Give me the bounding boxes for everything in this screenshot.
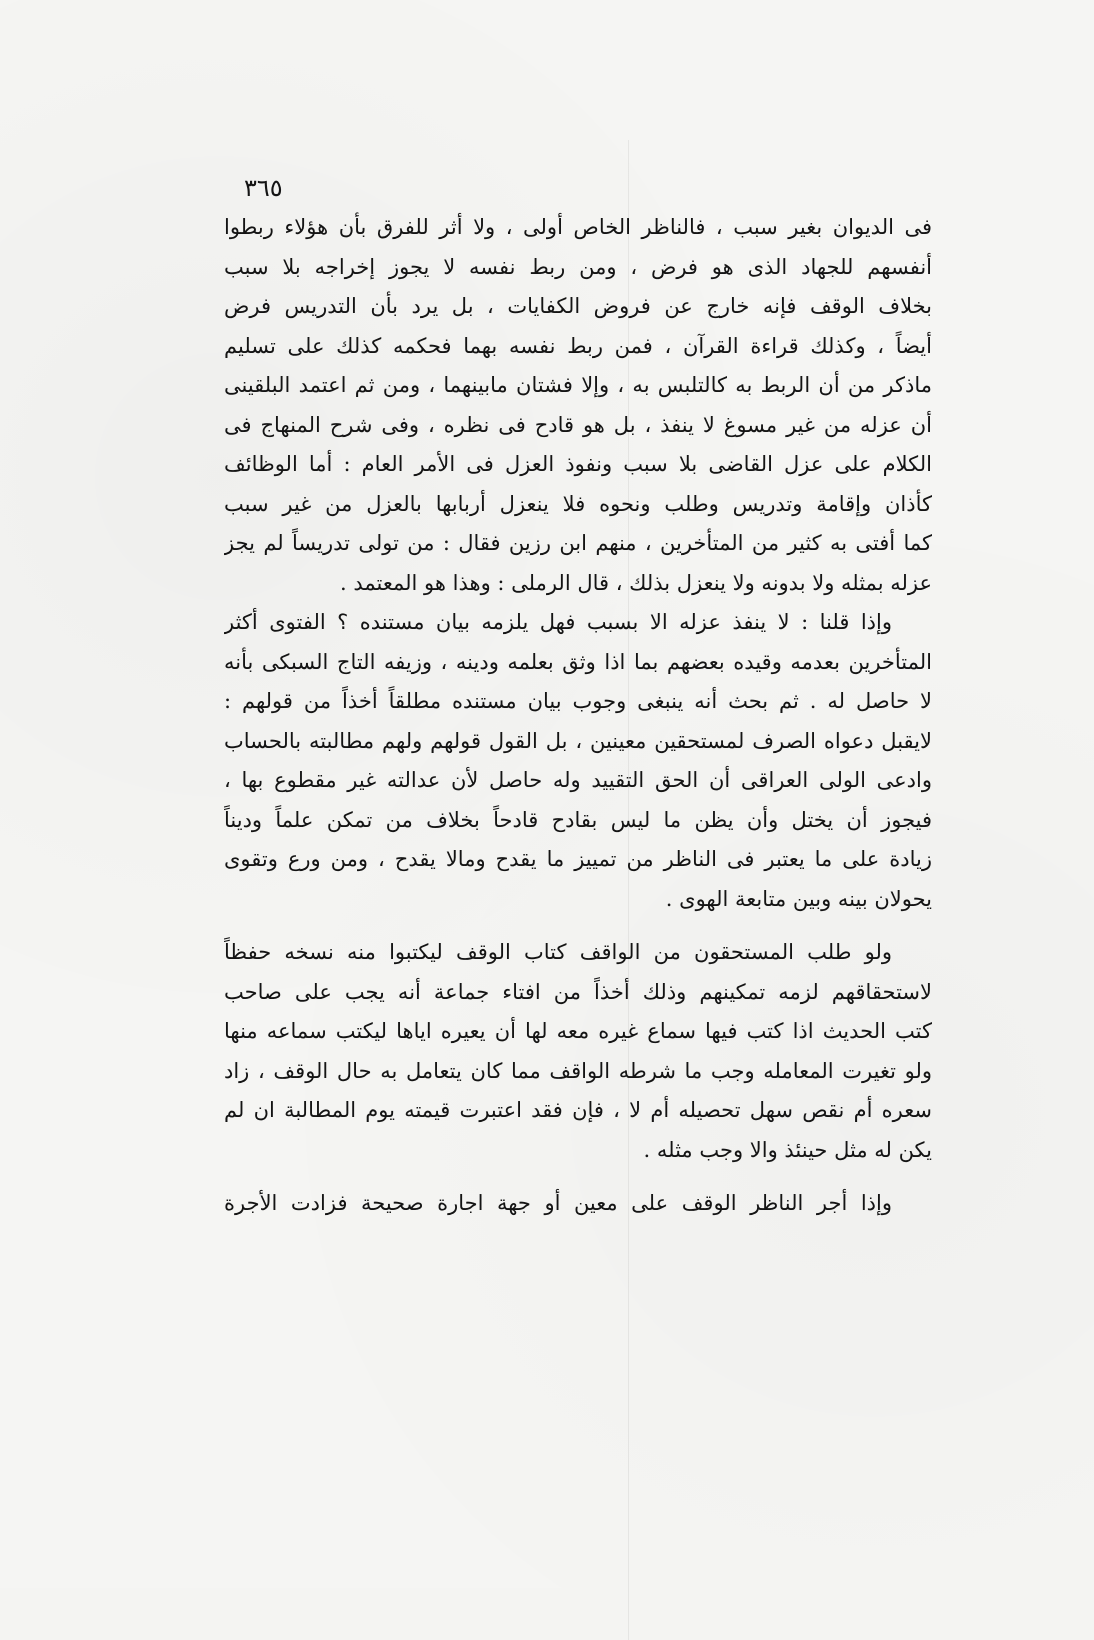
text-line: المتأخرين بعدمه وقيده بعضهم بما اذا وثق بعلمه ودينه ، وزيفه التاج السبكى بأنه [224,649,932,674]
paragraph [224,1184,932,1224]
text-line: كما أفتى به كثير من المتأخرين ، منهم ابن رزين فقال : من تولى تدريساً لم يجز [224,531,932,555]
text-line: وإذا قلنا : لا ينفذ عزله الا بسبب فهل يلزمه بيان مستنده ؟ الفتوى أكثر [224,610,892,634]
text-line: فيجوز أن يختل وأن يظن ما ليس بقادح قادحاً بخلاف من تمكن علماً وديناً [224,807,932,832]
text-line: فى الديوان بغير سبب ، فالناظر الخاص أولى ، ولا أثر للفرق بأن هؤلاء ربطوا [224,215,932,239]
text-line: عزله بمثله ولا بدونه ولا ينعزل بذلك ، قال الرملى : وهذا هو المعتمد . [340,570,932,595]
text-line: يكن له مثل حينئذ والا وجب مثله . [643,1137,932,1162]
text-line: كأذان وإقامة وتدريس وطلب ونحوه فلا ينعزل أربابها بالعزل من غير سبب [224,491,932,516]
text-line: ماذكر من أن الربط به كالتلبس به ، وإلا فشتان مابينهما ، ومن ثم اعتمد البلقينى [224,373,932,397]
paragraph [224,933,932,1170]
text-line: لا حاصل له . ثم بحث أنه ينبغى وجوب بيان مستنده مطلقاً أخذاً من قولهم : [224,689,932,713]
paragraph [224,603,932,919]
text-line: سعره أم نقص سهل تحصيله أم لا ، فإن فقد اعتبرت قيمته يوم المطالبة ان لم [224,1098,932,1122]
text-line: لاستحقاقهم لزمه تمكينهم وذلك أخذاً من افتاء جماعة أنه يجب على صاحب [224,979,932,1004]
text-line: أيضاً ، وكذلك قراءة القرآن ، فمن ربط نفسه بهما فحكمه كذلك على تسليم [224,333,932,358]
text-line: الكلام على عزل القاضى بلا سبب ونفوذ العزل فى الأمر العام : أما الوظائف [224,452,932,476]
text-line: بخلاف الوقف فإنه خارج عن فروض الكفايات ، بل يرد بأن التدريس فرض [224,294,932,318]
text-line: لايقبل دعواه الصرف لمستحقين معينين ، بل القول قولهم ولهم مطالبته بالحساب [224,728,932,753]
text-line: كتب الحديث اذا كتب فيها سماع غيره معه لها أن يعيره اياها ليكتب سماعه منها [224,1019,932,1043]
paragraph-gap [224,1170,932,1184]
text-line: ولو تغيرت المعامله وجب ما شرطه الواقف مما كان يتعامل به حال الوقف ، زاد [224,1058,932,1083]
text-line: زيادة على ما يعتبر فى الناظر من تمييز ما يقدح ومالا يقدح ، ومن ورع وتقوى [224,847,932,871]
body-text [224,208,932,1224]
text-line: وادعى الولى العراقى أن الحق التقييد وله حاصل لأن عدالته غير مقطوع بها ، [224,768,932,792]
text-line: ولو طلب المستحقون من الواقف كتاب الوقف ليكتبوا منه نسخه حفظاً [224,940,892,964]
text-line: وإذا أجر الناظر الوقف على معين أو جهة اجارة صحيحة فزادت الأجرة [224,1191,892,1215]
paragraph-gap [224,919,932,933]
text-line: أنفسهم للجهاد الذى هو فرض ، ومن ربط نفسه لا يجوز إخراجه بلا سبب [224,254,932,279]
page-number: ٣٦٥ [244,174,283,202]
paragraph [224,208,932,603]
text-line: يحولان بينه وبين متابعة الهوى . [665,886,932,911]
text-line: أن عزله من غير مسوغ لا ينفذ ، بل هو قادح فى نظره ، وفى شرح المنهاج فى [224,412,932,437]
